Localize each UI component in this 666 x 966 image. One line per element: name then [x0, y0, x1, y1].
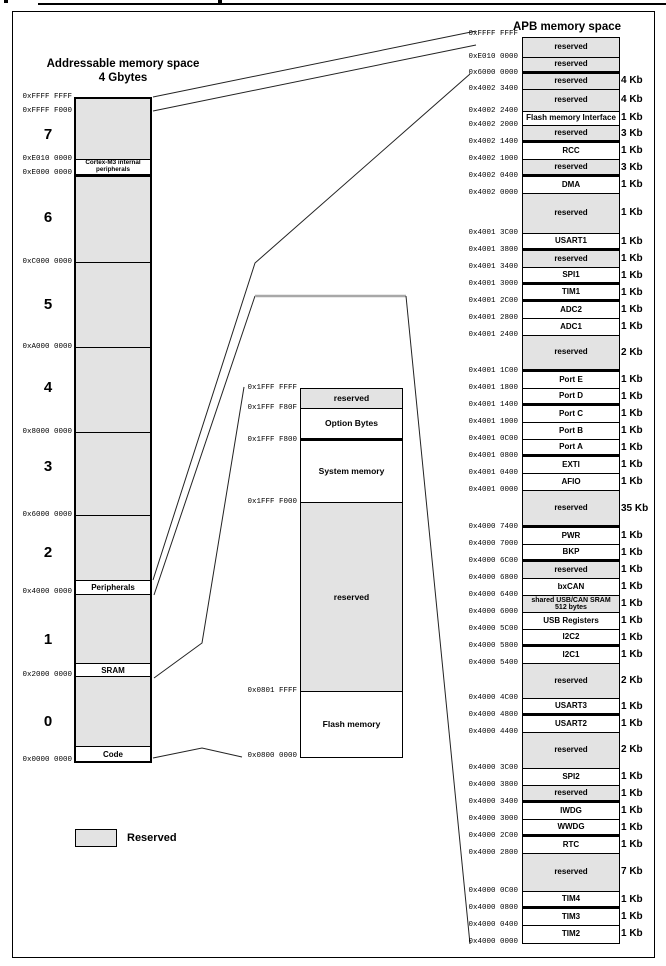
apb-peripheral-row	[523, 319, 619, 336]
left-column-title	[23, 57, 223, 85]
apb-size-label: 1 Kb	[621, 441, 643, 453]
apb-row-label: Port E	[559, 374, 583, 384]
apb-reserved-row	[523, 38, 619, 58]
apb-peripheral-row	[523, 545, 619, 562]
apb-reserved-row	[523, 664, 619, 699]
addressable-memory-column	[74, 97, 152, 763]
apb-peripheral-row	[523, 268, 619, 285]
flash-region-row	[301, 409, 402, 441]
cortex-m3-box	[76, 159, 150, 177]
address-label: 0x0800 0000	[247, 751, 297, 760]
address-label: 0x4001 1400	[468, 400, 518, 409]
apb-size-label: 1 Kb	[621, 475, 643, 487]
cortex-m3-label-line2: peripherals	[96, 166, 130, 173]
apb-reserved-row	[523, 491, 619, 528]
address-label: 0x4000 6C00	[468, 556, 518, 565]
apb-size-label: 4 Kb	[621, 94, 643, 105]
address-label: 0x4002 0400	[468, 171, 518, 180]
region-number: 1	[43, 631, 53, 648]
flash-row-label: reserved	[333, 591, 370, 602]
apb-peripheral-row	[523, 112, 619, 126]
apb-reserved-row	[523, 90, 619, 112]
address-label: 0x8000 0000	[22, 427, 72, 436]
apb-row-label: reserved	[554, 675, 588, 685]
apb-size-label: 1 Kb	[621, 580, 643, 592]
apb-size-label: 1 Kb	[621, 373, 643, 385]
apb-peripheral-row	[523, 440, 619, 457]
address-label: 0x4000 5400	[468, 658, 518, 667]
apb-size-label: 1 Kb	[621, 390, 643, 402]
legend-reserved-swatch	[75, 829, 117, 847]
apb-peripheral-row	[523, 302, 619, 319]
apb-row-label: TIM1	[561, 286, 581, 296]
apb-peripheral-row	[523, 699, 619, 716]
address-label: 0x4000 0C00	[468, 886, 518, 895]
address-label: 0xA000 0000	[22, 342, 72, 351]
apb-row-label: I2C2	[562, 631, 580, 641]
apb-peripheral-row	[523, 630, 619, 647]
apb-peripheral-row	[523, 892, 619, 909]
address-label: 0x1FFF FFFF	[247, 383, 297, 392]
apb-size-label: 1 Kb	[621, 235, 643, 247]
apb-size-label: 1 Kb	[621, 458, 643, 470]
apb-size-label: 1 Kb	[621, 252, 643, 264]
apb-row-label: shared USB/CAN SRAM	[531, 596, 611, 604]
apb-reserved-row	[523, 126, 619, 143]
apb-reserved-row	[523, 58, 619, 74]
apb-row-label: WWDG	[557, 821, 585, 831]
address-label: 0x4000 3C00	[468, 763, 518, 772]
address-label: 0x4000 6800	[468, 573, 518, 582]
apb-row-label: USART2	[554, 718, 587, 728]
address-label: 0x4001 3800	[468, 245, 518, 254]
code-box	[76, 746, 150, 761]
address-label: 0x4001 2400	[468, 330, 518, 339]
address-label: 0x4000 7400	[468, 522, 518, 531]
apb-row-label: reserved	[554, 59, 588, 69]
address-label: 0x4001 2800	[468, 313, 518, 322]
apb-row-label: USART1	[554, 235, 587, 245]
apb-row-label: RTC	[562, 839, 580, 849]
address-label: 0x4000 7000	[468, 539, 518, 548]
apb-row-label: SPI2	[562, 771, 580, 781]
apb-size-label: 1 Kb	[621, 529, 643, 541]
flash-detail-column	[300, 388, 403, 758]
address-label: 0xC000 0000	[22, 257, 72, 266]
address-label: 0x1FFF F000	[247, 497, 297, 506]
apb-row-label: reserved	[554, 564, 588, 574]
apb-size-label: 1 Kb	[621, 838, 643, 850]
peripherals-label: Peripherals	[91, 583, 135, 592]
apb-peripheral-row	[523, 177, 619, 194]
flash-row-label: reserved	[333, 393, 370, 403]
apb-size-label: 1 Kb	[621, 804, 643, 816]
apb-size-label: 1 Kb	[621, 112, 643, 123]
apb-row-label: I2C1	[562, 649, 580, 659]
apb-size-label: 1 Kb	[621, 821, 643, 833]
apb-size-label: 3 Kb	[621, 161, 643, 173]
apb-memory-column	[522, 37, 620, 944]
apb-row-label: reserved	[554, 161, 588, 171]
address-label: 0x4000 0000	[468, 937, 518, 946]
apb-row-label: EXTI	[562, 459, 580, 469]
apb-row-label: DMA	[561, 179, 581, 189]
peripherals-box	[76, 580, 150, 595]
address-label: 0x4001 1800	[468, 383, 518, 392]
flash-row-label: System memory	[318, 466, 385, 476]
apb-peripheral-row	[523, 613, 619, 630]
address-label: 0xE010 0000	[22, 154, 72, 163]
apb-row-label: ADC1	[560, 321, 582, 331]
apb-peripheral-row	[523, 909, 619, 926]
code-label: Code	[103, 749, 123, 759]
apb-peripheral-row	[523, 285, 619, 302]
apb-column-title: APB memory space	[512, 21, 622, 33]
address-label: 0x4002 2400	[468, 106, 518, 115]
apb-size-label: 1 Kb	[621, 893, 643, 905]
address-label: 0x4001 3C00	[468, 228, 518, 237]
left-title-line2: 4 Gbytes	[98, 72, 148, 84]
apb-peripheral-row	[523, 769, 619, 786]
apb-reserved-row	[523, 251, 619, 268]
apb-peripheral-row	[523, 820, 619, 837]
apb-peripheral-row	[523, 372, 619, 389]
address-label: 0x4000 2C00	[468, 831, 518, 840]
apb-reserved-row	[523, 596, 619, 613]
sram-box	[76, 663, 150, 677]
address-label: 0x4000 0000	[22, 587, 72, 596]
apb-peripheral-row	[523, 474, 619, 491]
region-number: 5	[43, 296, 53, 313]
apb-reserved-row	[523, 160, 619, 177]
apb-size-label: 7 Kb	[621, 866, 643, 877]
apb-size-label: 1 Kb	[621, 546, 643, 558]
address-label: 0xFFFF FFFF	[22, 92, 72, 101]
apb-row-label: USART3	[554, 700, 587, 710]
flash-row-label: Option Bytes	[325, 418, 378, 428]
address-label: 0x4001 1C00	[468, 366, 518, 375]
flash-reserved-row	[301, 503, 402, 692]
legend-reserved-label: Reserved	[127, 832, 177, 844]
flash-row-label: Flash memory	[322, 719, 381, 729]
apb-reserved-row	[523, 786, 619, 803]
address-label: 0x2000 0000	[22, 670, 72, 679]
apb-row-label: Port C	[559, 408, 583, 418]
address-label: 0x4002 2000	[468, 120, 518, 129]
cortex-m3-label-line1: Cortex-M3 internal	[85, 159, 141, 167]
flash-region-row	[301, 441, 402, 503]
address-label: 0xFFFF F000	[22, 106, 72, 115]
sram-label: SRAM	[101, 665, 125, 675]
apb-row-label: BKP	[562, 546, 580, 556]
apb-row-label: reserved	[554, 42, 588, 52]
address-label: 0x6000 0000	[22, 510, 72, 519]
flash-reserved-row	[301, 389, 402, 409]
apb-size-label: 1 Kb	[621, 597, 643, 609]
left-title-line1: Addressable memory space	[46, 58, 200, 70]
apb-size-label: 1 Kb	[621, 269, 643, 281]
apb-size-label: 1 Kb	[621, 178, 643, 190]
apb-row-label: 512 bytes	[555, 604, 587, 611]
apb-size-label: 1 Kb	[621, 286, 643, 298]
apb-size-label: 2 Kb	[621, 744, 643, 755]
apb-row-label: TIM3	[561, 911, 581, 921]
apb-size-label: 1 Kb	[621, 320, 643, 332]
apb-size-label: 2 Kb	[621, 674, 643, 686]
apb-size-label: 1 Kb	[621, 631, 643, 643]
apb-row-label: TIM2	[561, 929, 581, 939]
apb-row-label: reserved	[554, 208, 588, 218]
address-label: 0x4000 6400	[468, 590, 518, 599]
apb-row-label: Port D	[559, 390, 583, 400]
apb-size-label: 1 Kb	[621, 648, 643, 660]
apb-peripheral-row	[523, 234, 619, 251]
apb-row-label: reserved	[554, 76, 588, 86]
address-label: 0x0000 0000	[22, 755, 72, 764]
apb-row-label: reserved	[554, 127, 588, 137]
apb-reserved-row	[523, 194, 619, 234]
address-label: 0x1FFF F800	[247, 435, 297, 444]
address-label: 0x4000 3400	[468, 797, 518, 806]
apb-size-label: 1 Kb	[621, 424, 643, 436]
apb-peripheral-row	[523, 837, 619, 854]
address-label: 0x4001 3400	[468, 262, 518, 271]
apb-row-label: Port B	[559, 425, 583, 435]
apb-peripheral-row	[523, 389, 619, 406]
address-label: 0x6000 0000	[468, 68, 518, 77]
apb-row-label: reserved	[554, 95, 588, 105]
address-label: 0x4002 1400	[468, 137, 518, 146]
address-label: 0x4000 4C00	[468, 693, 518, 702]
apb-row-label: PWR	[561, 530, 581, 540]
address-label: 0x4002 3400	[468, 84, 518, 93]
apb-size-label: 1 Kb	[621, 303, 643, 315]
apb-row-label: ADC2	[560, 304, 582, 314]
apb-row-label: TIM4	[561, 893, 581, 903]
address-label: 0xE010 0000	[468, 52, 518, 61]
region-number: 4	[43, 379, 53, 396]
region-number: 0	[43, 713, 53, 730]
address-label: 0x4001 0400	[468, 468, 518, 477]
address-label: 0x4000 2800	[468, 848, 518, 857]
apb-row-label: reserved	[554, 502, 588, 512]
apb-size-label: 1 Kb	[621, 770, 643, 782]
caption-rule	[38, 3, 666, 5]
address-label: 0x4000 4800	[468, 710, 518, 719]
apb-peripheral-row	[523, 647, 619, 664]
apb-row-label: SPI1	[562, 269, 580, 279]
apb-row-label: reserved	[554, 867, 588, 877]
apb-row-label: USB Registers	[543, 615, 599, 625]
apb-reserved-row	[523, 854, 619, 892]
address-label: 0x0801 FFFF	[247, 686, 297, 695]
address-label: 0x4001 0800	[468, 451, 518, 460]
apb-peripheral-row	[523, 406, 619, 423]
apb-row-label: AFIO	[561, 476, 581, 486]
apb-size-label: 35 Kb	[621, 502, 649, 514]
region-number: 3	[43, 458, 53, 475]
address-label: 0x4001 2C00	[468, 296, 518, 305]
apb-size-label: 3 Kb	[621, 127, 643, 139]
apb-size-label: 1 Kb	[621, 927, 643, 939]
apb-peripheral-row	[523, 716, 619, 733]
apb-size-label: 2 Kb	[621, 347, 643, 358]
flash-region-row	[301, 692, 402, 757]
apb-size-label: 1 Kb	[621, 207, 643, 218]
apb-row-label: IWDG	[560, 805, 582, 815]
apb-size-label: 1 Kb	[621, 563, 643, 575]
address-label: 0x4000 3000	[468, 814, 518, 823]
apb-row-label: RCC	[562, 145, 580, 155]
address-label: 0xE000 0000	[22, 168, 72, 177]
apb-peripheral-row	[523, 803, 619, 820]
apb-reserved-row	[523, 562, 619, 579]
address-label: 0x4002 1000	[468, 154, 518, 163]
address-label: 0x4000 0800	[468, 903, 518, 912]
region-boundary	[76, 432, 150, 433]
apb-peripheral-row	[523, 579, 619, 596]
region-boundary	[76, 262, 150, 263]
apb-row-label: Flash memory Interface	[526, 113, 616, 123]
apb-size-label: 1 Kb	[621, 700, 643, 712]
apb-reserved-row	[523, 74, 619, 90]
apb-size-label: 1 Kb	[621, 144, 643, 156]
address-label: 0x1FFF F80F	[247, 403, 297, 412]
region-number: 2	[43, 544, 53, 561]
cropped-caption-fragment	[4, 0, 8, 3]
apb-row-label: reserved	[554, 347, 588, 357]
apb-row-label: reserved	[554, 253, 588, 263]
region-boundary	[76, 347, 150, 348]
apb-reserved-row	[523, 733, 619, 769]
region-boundary	[76, 515, 150, 516]
region-number: 6	[43, 209, 53, 226]
address-label: 0x4002 0000	[468, 188, 518, 197]
address-label: 0xFFFF FFFF	[468, 29, 518, 38]
apb-row-label: Port A	[559, 441, 583, 451]
apb-reserved-row	[523, 336, 619, 372]
apb-peripheral-row	[523, 143, 619, 160]
apb-row-label: reserved	[554, 787, 588, 797]
address-label: 0x4001 1000	[468, 417, 518, 426]
address-label: 0x4001 0000	[468, 485, 518, 494]
address-label: 0x4000 5800	[468, 641, 518, 650]
apb-peripheral-row	[523, 457, 619, 474]
address-label: 0x4000 3800	[468, 780, 518, 789]
apb-row-label: bxCAN	[557, 581, 585, 591]
address-label: 0x4000 0400	[468, 920, 518, 929]
address-label: 0x4001 3000	[468, 279, 518, 288]
apb-peripheral-row	[523, 926, 619, 943]
apb-size-label: 1 Kb	[621, 407, 643, 419]
apb-row-label: reserved	[554, 745, 588, 755]
apb-size-label: 1 Kb	[621, 787, 643, 799]
address-label: 0x4000 6000	[468, 607, 518, 616]
apb-size-label: 1 Kb	[621, 910, 643, 922]
address-label: 0x4000 5C00	[468, 624, 518, 633]
apb-peripheral-row	[523, 423, 619, 440]
address-label: 0x4000 4400	[468, 727, 518, 736]
apb-size-label: 1 Kb	[621, 717, 643, 729]
region-number: 7	[43, 126, 53, 143]
address-label: 0x4001 0C00	[468, 434, 518, 443]
apb-peripheral-row	[523, 528, 619, 545]
apb-size-label: 4 Kb	[621, 75, 643, 86]
apb-size-label: 1 Kb	[621, 614, 643, 626]
